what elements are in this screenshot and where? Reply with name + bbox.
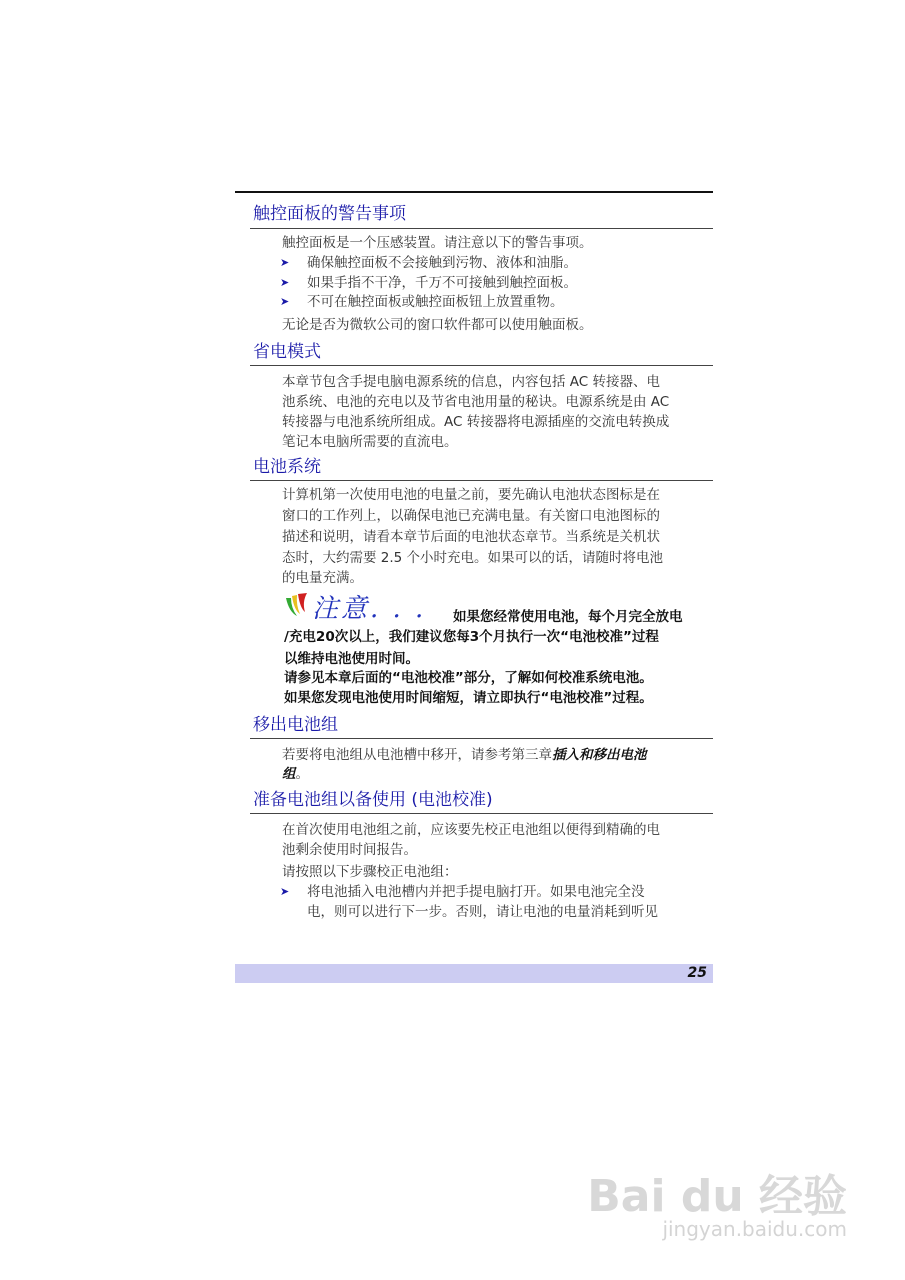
notice-line: /充电20次以上，我们建议您每3个月执行一次“电池校准”过程 <box>284 629 659 645</box>
section-heading: 移出电池组 <box>253 715 338 735</box>
notice-line: 如果您发现电池使用时间缩短，请立即执行“电池校准”过程。 <box>284 690 653 706</box>
paragraph-line: 描述和说明，请看本章节后面的电池状态章节。当系统是关机状 <box>282 529 660 545</box>
bullet-arrow-icon: ➤ <box>280 885 290 898</box>
paragraph-line <box>282 745 647 765</box>
section-heading: 准备电池组以备使用 (电池校准) <box>253 790 493 810</box>
paragraph: 触控面板是一个压感装置。请注意以下的警告事项。 <box>282 235 593 251</box>
watermark-logo: Bai du 经验 <box>587 1171 847 1222</box>
paragraph-line: 本章节包含手提电脑电源系统的信息，内容包括 AC 转接器、电 <box>282 374 661 390</box>
bullet-arrow-icon: ➤ <box>280 276 290 289</box>
chapter-reference: 组 <box>282 766 296 782</box>
bullet-item: 确保触控面板不会接触到污物、液体和油脂。 <box>307 255 577 271</box>
paragraph-line: 窗口的工作列上，以确保电池已充满电量。有关窗口电池图标的 <box>282 508 660 524</box>
paragraph-line <box>282 764 309 784</box>
paragraph-line: 态时，大约需要 2.5 个小时充电。如果可以的话，请随时将电池 <box>282 550 664 566</box>
section-heading: 省电模式 <box>253 342 321 362</box>
paragraph-line: 笔记本电脑所需要的直流电。 <box>282 434 458 450</box>
footer-bar <box>235 964 713 983</box>
notice-label: 注意. . . <box>312 594 427 624</box>
paragraph-text: 。 <box>295 766 309 782</box>
paragraph-line: 的电量充满。 <box>282 570 363 586</box>
paragraph-line: 计算机第一次使用电池的电量之前，要先确认电池状态图标是在 <box>282 487 660 503</box>
paragraph-text: 若要将电池组从电池槽中移开，请参考第三章 <box>282 747 552 763</box>
section-heading: 电池系统 <box>253 457 321 477</box>
chapter-reference: 插入和移出电池 <box>552 747 647 763</box>
top-rule <box>235 191 713 193</box>
bullet-item: 如果手指不干净，千万不可接触到触控面板。 <box>307 275 577 291</box>
bullet-item: 将电池插入电池槽内并把手提电脑打开。如果电池完全没 <box>307 884 645 900</box>
heading-rule <box>250 365 713 366</box>
section-heading: 触控面板的警告事项 <box>253 204 406 224</box>
heading-rule <box>250 738 713 739</box>
heading-rule <box>250 480 713 481</box>
bullet-arrow-icon: ➤ <box>280 256 290 269</box>
paragraph-line: 池系统、电池的充电以及节省电池用量的秘诀。电源系统是由 AC <box>282 394 670 410</box>
notice-line: 如果您经常使用电池，每个月完全放电 <box>453 609 683 625</box>
paragraph: 请按照以下步骤校正电池组： <box>282 864 458 880</box>
paragraph-line: 转接器与电池系统所组成。AC 转接器将电源插座的交流电转换成 <box>282 414 670 430</box>
notice-line: 以维持电池使用时间。 <box>284 651 419 667</box>
notice-icon <box>283 590 313 620</box>
bullet-arrow-icon: ➤ <box>280 295 290 308</box>
paragraph-line: 池剩余使用时间报告。 <box>282 842 417 858</box>
bullet-item: 不可在触控面板或触控面板钮上放置重物。 <box>307 294 564 310</box>
paragraph: 无论是否为微软公司的窗口软件都可以使用触面板。 <box>282 317 593 333</box>
watermark-url: jingyan.baidu.com <box>662 1217 847 1241</box>
heading-rule <box>250 813 713 814</box>
notice-line: 请参见本章后面的“电池校准”部分，了解如何校准系统电池。 <box>284 670 653 686</box>
paragraph-line: 在首次使用电池组之前，应该要先校正电池组以便得到精确的电 <box>282 822 660 838</box>
bullet-item: 电，则可以进行下一步。否则，请让电池的电量消耗到听见 <box>307 904 658 920</box>
heading-rule <box>250 228 713 229</box>
page-number: 25 <box>687 965 707 981</box>
